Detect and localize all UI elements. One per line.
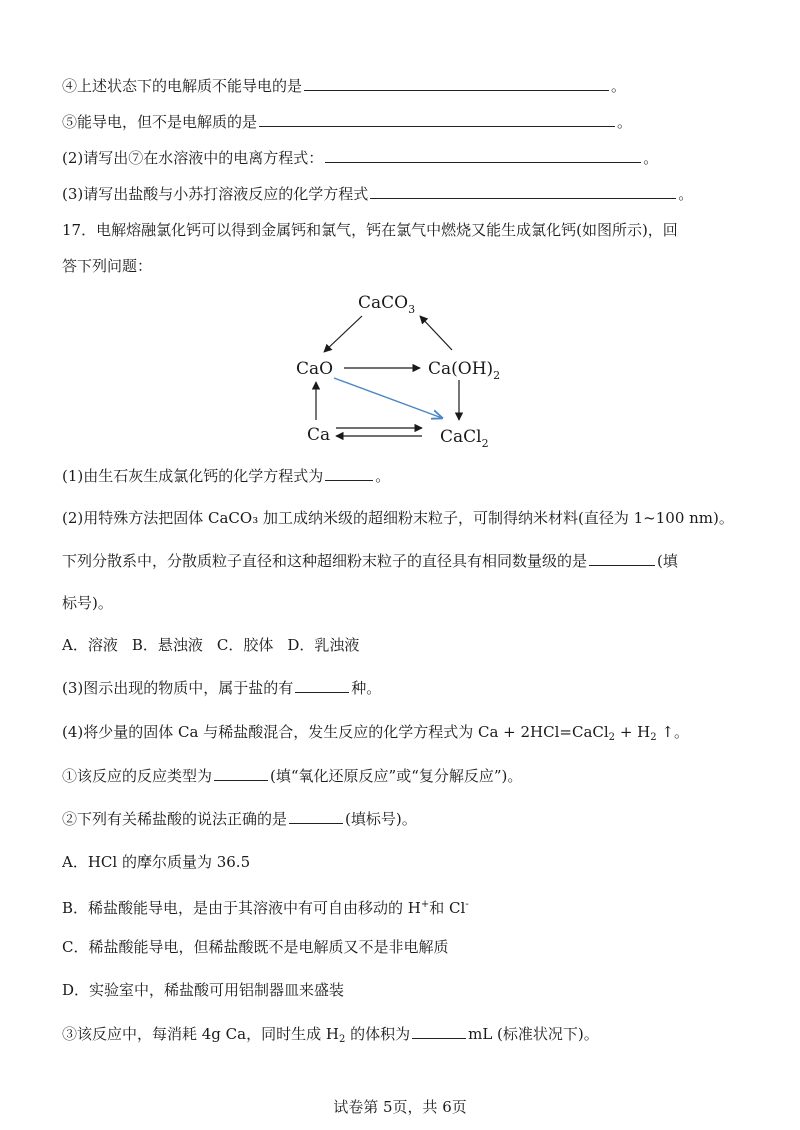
q17-option-a: A．HCl 的摩尔质量为 36.5 — [62, 853, 251, 871]
q17-sub2: ②下列有关稀盐酸的说法正确的是 (填标号)。 — [62, 810, 417, 828]
answer-blank[interactable] — [325, 466, 373, 481]
q16-part2: (2)请写出⑦在水溶液中的电离方程式： 。 — [62, 149, 659, 167]
arrow-caco3-to-cao — [324, 316, 362, 352]
page-footer: 试卷第 5页，共 6页 — [333, 1098, 467, 1116]
label-cao: CaO — [296, 359, 334, 379]
answer-blank[interactable] — [412, 1024, 466, 1039]
reaction-cycle-diagram — [280, 282, 520, 452]
q17-part3: (3)图示出现的物质中，属于盐的有 种。 — [62, 679, 382, 697]
q17-part2-line3: 标号)。 — [62, 594, 113, 612]
label-cacl2: CaCl$_2$ — [440, 427, 489, 450]
q17-intro-line1: 17．电解熔融氯化钙可以得到金属钙和氯气，钙在氯气中燃烧又能生成氯化钙(如图所示)，回 — [62, 221, 678, 239]
option-a: A．溶液 — [62, 636, 118, 654]
q16-item5: ⑤能导电，但不是电解质的是 。 — [62, 113, 633, 131]
option-c: C．胶体 — [216, 636, 274, 654]
label-ca: Ca — [307, 425, 331, 445]
q17-sub1: ①该反应的反应类型为 (填“氧化还原反应”或“复分解反应”)。 — [62, 767, 523, 785]
answer-blank[interactable] — [304, 76, 609, 91]
q17-part2-line1: (2)用特殊方法把固体 CaCO₃ 加工成纳米级的超细粉末粒子，可制得纳米材料(直径为 1~100 nm)。 — [62, 509, 734, 527]
q17-part2-line2: 下列分散系中，分散质粒子直径和这种超细粉末粒子的直径具有相同数量级的是 (填 — [62, 552, 678, 570]
label-caco3: CaCO$_3$ — [358, 293, 416, 316]
answer-blank[interactable] — [289, 809, 343, 824]
answer-blank[interactable] — [259, 112, 615, 127]
answer-blank[interactable] — [295, 678, 349, 693]
q17-option-d: D．实验室中，稀盐酸可用铝制器皿来盛装 — [62, 981, 345, 999]
q16-item4: ④上述状态下的电解质不能导电的是 。 — [62, 77, 627, 95]
q17-sub3: ③该反应中，每消耗 4g Ca，同时生成 $H_2$ 的体积为 mL (标准状况下)。 — [62, 1025, 599, 1045]
answer-blank[interactable] — [370, 184, 676, 199]
answer-blank[interactable] — [214, 766, 268, 781]
answer-blank[interactable] — [589, 551, 655, 566]
q16-part3: (3)请写出盐酸与小苏打溶液反应的化学方程式 。 — [62, 185, 694, 203]
option-b: B．悬浊液 — [131, 636, 203, 654]
blue-arrow-cao-to-cacl2 — [334, 378, 442, 418]
label-caoh2: $Ca(OH)_2$ — [428, 359, 501, 382]
answer-blank[interactable] — [325, 148, 641, 163]
q17-option-b: B．稀盐酸能导电，是由于其溶液中有可自由移动的 H+和 Cl- — [62, 899, 469, 917]
q17-part2-options — [62, 635, 760, 655]
q17-part1: (1)由生石灰生成氯化钙的化学方程式为 。 — [62, 467, 391, 485]
q17-part4: (4)将少量的固体 Ca 与稀盐酸混合，发生反应的化学方程式为 Ca + 2HCl=CaCl$_2$ + $H_2$ ↑。 — [62, 723, 689, 743]
option-d: D．乳浊液 — [287, 636, 360, 654]
arrow-caoh2-to-caco3 — [420, 316, 452, 350]
q17-intro-line2: 答下列问题： — [62, 257, 153, 275]
q17-option-c: C．稀盐酸能导电，但稀盐酸既不是电解质又不是非电解质 — [62, 938, 449, 956]
